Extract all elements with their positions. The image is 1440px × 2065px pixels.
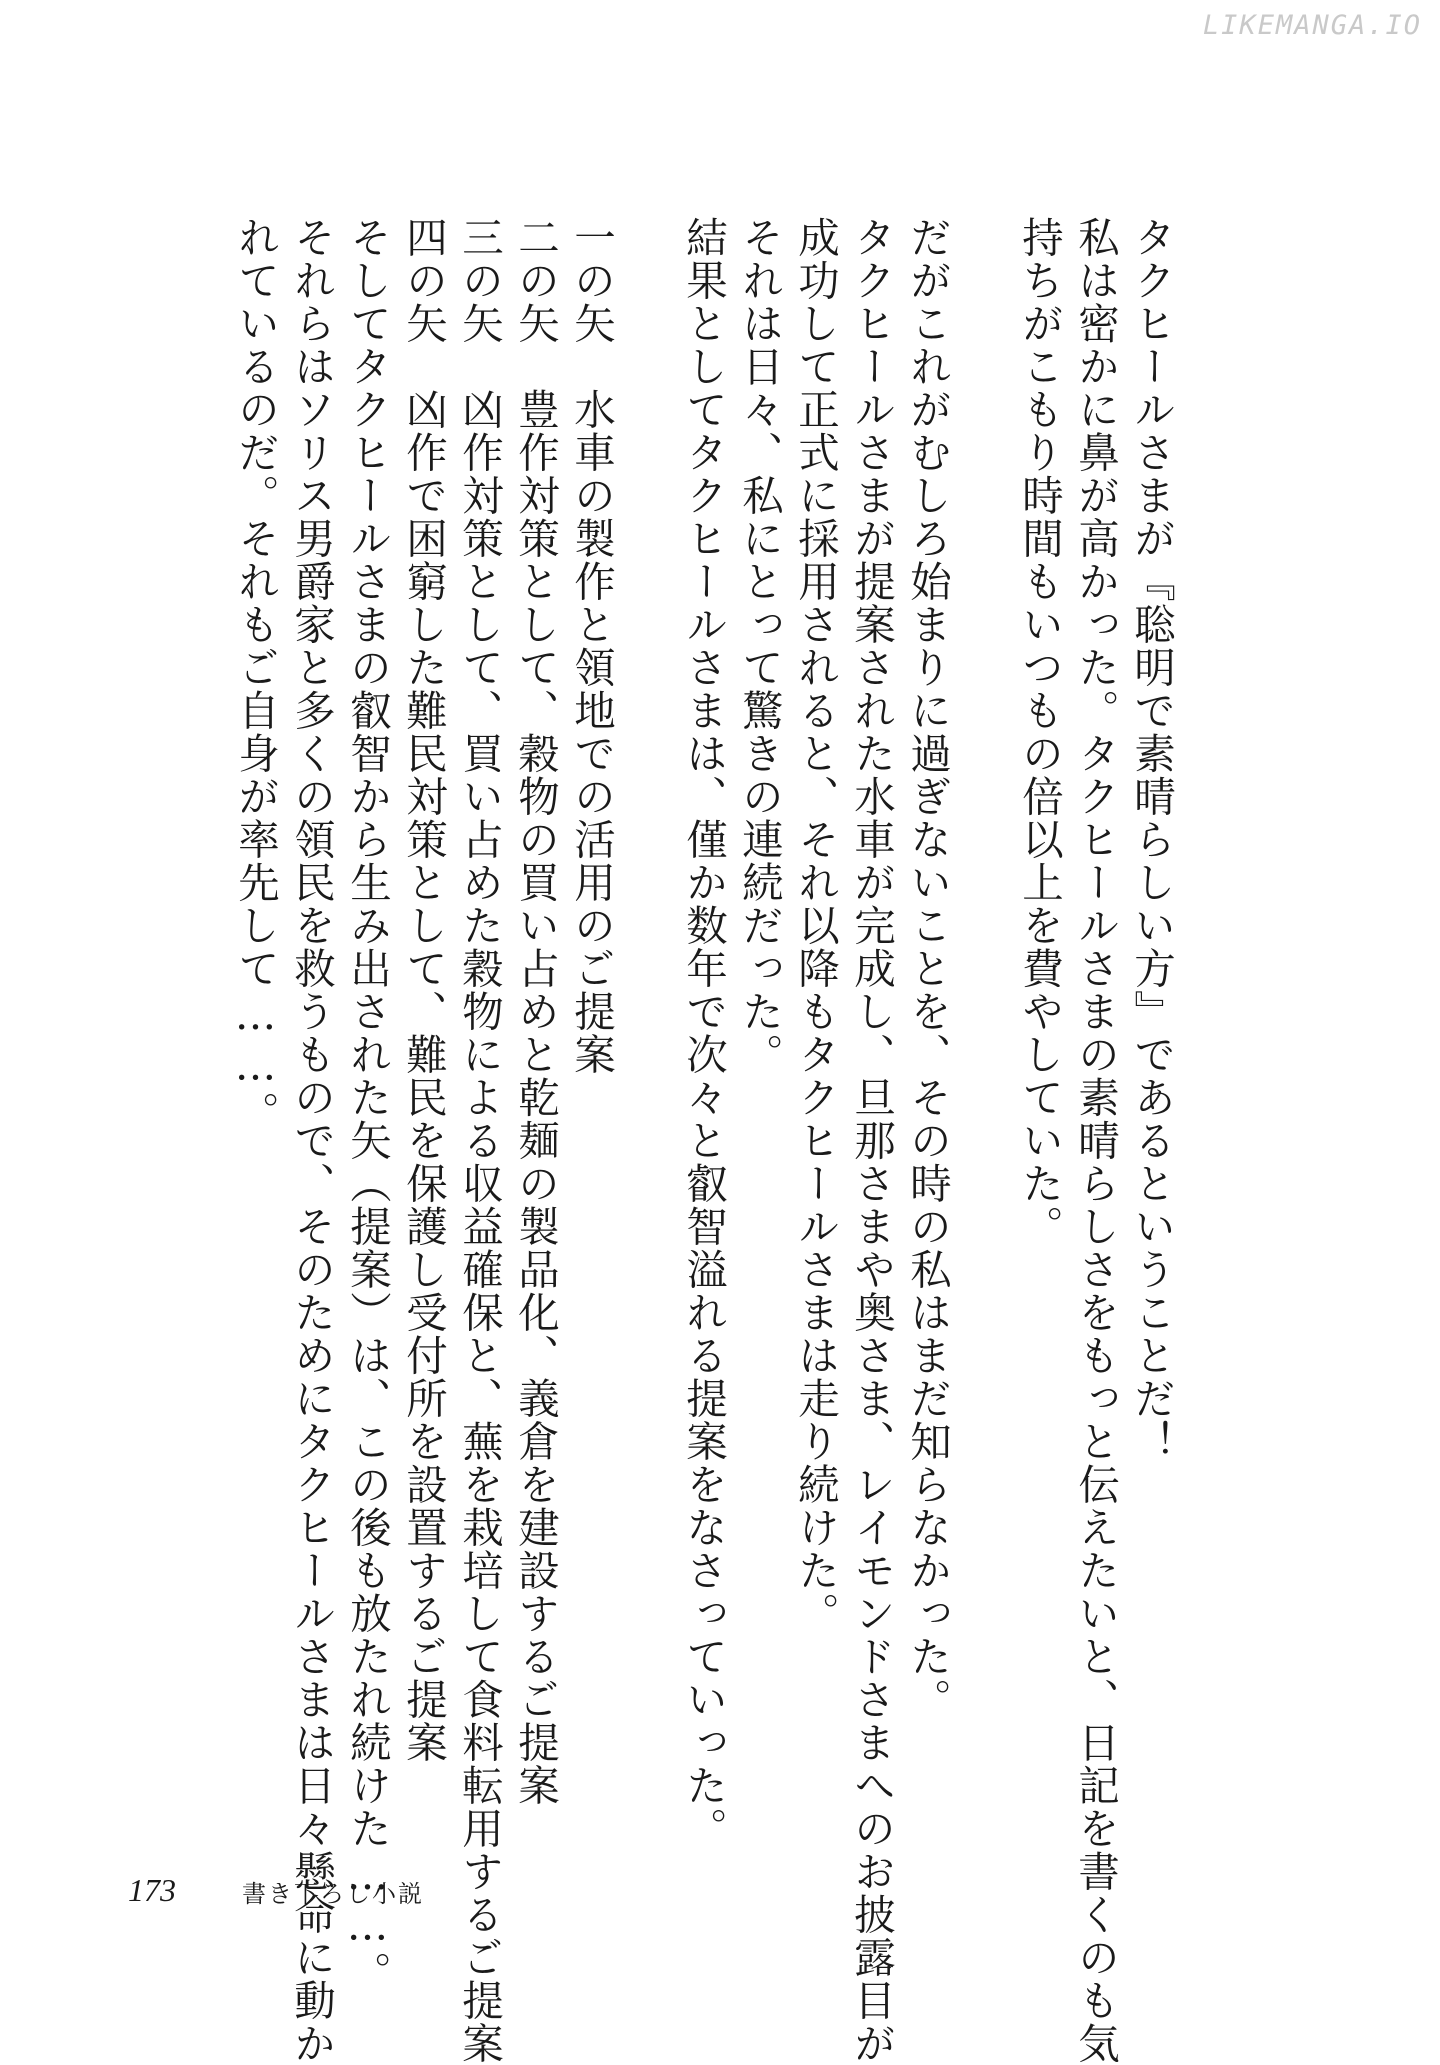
- text-column-15: そしてタクヒールさまの叡智から生み出された矢（提案）は、この後も放たれ続けた……。: [343, 216, 392, 1994]
- text-column-16: それらはソリス男爵家と多くの領民を救うもので、そのためにタクヒールさまは日々懸命に動か: [287, 216, 336, 2065]
- text-column-13: 三の矢 凶作対策として、買い占めた穀物による収益確保と、蕪を栽培して食料転用するご提案: [455, 216, 504, 2065]
- text-column-12: 二の矢 豊作対策として、穀物の買い占めと乾麺の製品化、義倉を建設するご提案: [511, 216, 560, 1807]
- text-column-14: 四の矢 凶作で困窮した難民対策として、難民を保護し受付所を設置するご提案: [399, 216, 448, 1764]
- text-column-7: 成功して正式に採用されると、それ以降もタクヒールさまは走り続けた。: [791, 216, 840, 1635]
- page-number: 173: [128, 1872, 176, 1908]
- text-column-3: 持ちがこもり時間もいつもの倍以上を費やしていた。: [1015, 216, 1064, 1248]
- text-column-2: 私は密かに鼻が高かった。タクヒールさまの素晴らしさをもっと伝えたいと、日記を書くのも気: [1071, 216, 1120, 2065]
- text-column-17: れているのだ。それもご自身が率先して……。: [231, 216, 280, 1134]
- text-column-1: タクヒールさまが『聡明で素晴らしい方』であるということだ！: [1127, 216, 1176, 1463]
- watermark: LIKEMANGA.IO: [1202, 10, 1422, 41]
- text-column-9: 結果としてタクヒールさまは、僅か数年で次々と叡智溢れる提案をなさっていった。: [679, 216, 728, 1850]
- text-column-5: だがこれがむしろ始まりに過ぎないことを、その時の私はまだ知らなかった。: [903, 216, 952, 1721]
- text-column-8: それは日々、私にとって驚きの連続だった。: [735, 216, 784, 1076]
- text-column-11: 一の矢 水車の製作と領地での活用のご提案: [567, 216, 616, 1076]
- text-column-6: タクヒールさまが提案された水車が完成し、旦那さまや奥さま、レイモンドさまへのお披露目が: [847, 216, 896, 2065]
- running-head: 書き下ろし小説: [242, 1880, 424, 1908]
